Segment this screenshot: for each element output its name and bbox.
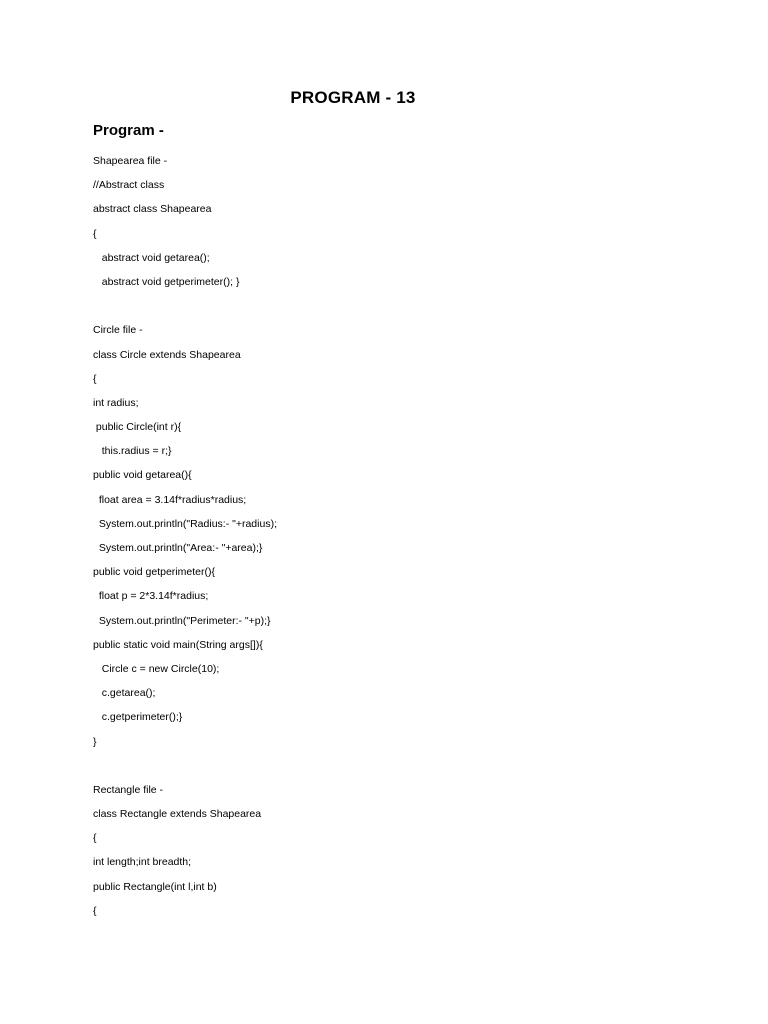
code-line: float area = 3.14f*radius*radius; — [93, 493, 247, 506]
code-line: { — [93, 904, 97, 917]
code-line: abstract class Shapearea — [93, 203, 212, 216]
code-line: this.radius = r;} — [93, 445, 172, 458]
code-line: public void getarea(){ — [93, 469, 192, 482]
code-line: Circle file - — [93, 324, 143, 337]
code-line: c.getarea(); — [93, 687, 156, 700]
code-line: } — [93, 735, 97, 748]
code-line: public static void main(String args[]){ — [93, 638, 263, 651]
code-line: { — [93, 372, 97, 385]
code-line: System.out.println("Radius:- "+radius); — [93, 517, 277, 530]
code-line: public Rectangle(int l,int b) — [93, 880, 217, 893]
code-line: Rectangle file - — [93, 783, 164, 796]
code-line — [93, 297, 713, 321]
code-line: //Abstract class — [93, 179, 165, 192]
code-line: int radius; — [93, 396, 139, 409]
code-line: abstract void getarea(); — [93, 251, 210, 264]
code-line: c.getperimeter();} — [93, 711, 183, 724]
code-line: public void getperimeter(){ — [93, 566, 215, 579]
code-line: { — [93, 832, 97, 845]
code-line: abstract void getperimeter(); } — [93, 275, 240, 288]
code-line: class Circle extends Shapearea — [93, 348, 241, 361]
code-line: Shapearea file - — [93, 155, 168, 167]
code-line: System.out.println("Area:- "+area);} — [93, 542, 263, 554]
code-line: { — [93, 227, 97, 240]
code-line: float p = 2*3.14f*radius; — [93, 590, 209, 603]
page-title: PROGRAM - 13 — [290, 88, 416, 107]
code-listing — [93, 152, 713, 926]
code-line: int length;int breadth; — [93, 856, 192, 869]
code-line: System.out.println("Perimeter:- "+p);} — [93, 614, 271, 627]
code-line: public Circle(int r){ — [93, 421, 182, 434]
code-line — [93, 757, 713, 781]
code-line: class Rectangle extends Shapearea — [93, 808, 262, 821]
code-line: Circle c = new Circle(10); — [93, 662, 220, 675]
section-heading: Program - — [93, 122, 164, 139]
